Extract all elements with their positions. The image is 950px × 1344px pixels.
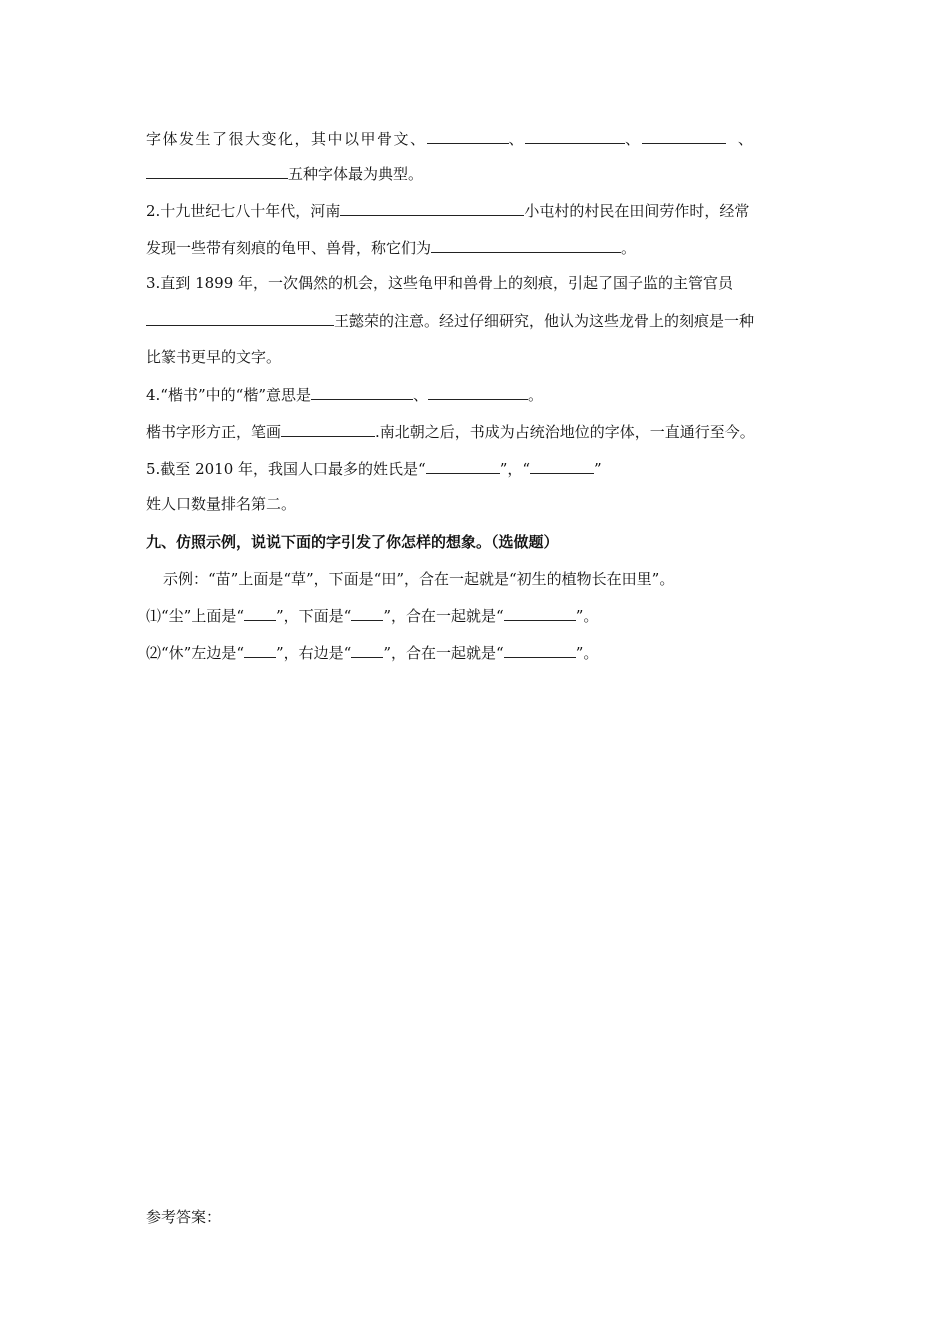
blank-field[interactable] xyxy=(244,605,276,621)
text: .南北朝之后，书成为占统治地位的字体，一直通行至今。 xyxy=(375,423,755,441)
question-3-line-1 xyxy=(146,273,733,293)
text: 5.截至 2010 年，我国人口最多的姓氏是“ xyxy=(146,460,426,478)
question-3-line-2 xyxy=(146,310,754,331)
answers-text: 参考答案： xyxy=(146,1208,222,1226)
blank-field[interactable] xyxy=(244,642,276,658)
question-5-line-1 xyxy=(146,458,602,479)
text: ”。 xyxy=(575,607,599,625)
blank-field[interactable] xyxy=(340,200,524,216)
section-9-item-1 xyxy=(146,605,598,626)
heading-text: 九、仿照示例，说说下面的字引发了你怎样的想象。（选做题） xyxy=(146,533,559,551)
text: ”，合在一起就是“ xyxy=(383,607,504,625)
separator: 、 xyxy=(508,130,526,148)
section-9-heading xyxy=(146,532,559,552)
text: 字体发生了很大变化，其中以甲骨文、 xyxy=(146,130,427,148)
answers-label xyxy=(146,1207,221,1227)
paragraph-1-line-1 xyxy=(146,128,754,149)
blank-field[interactable] xyxy=(530,458,594,474)
text: 姓人口数量排名第二。 xyxy=(146,495,297,513)
text: ⑴“尘”上面是“ xyxy=(146,607,245,625)
blank-field[interactable] xyxy=(525,128,625,144)
separator: 、 xyxy=(625,130,642,148)
text: 发现一些带有刻痕的龟甲、兽骨，称它们为 xyxy=(146,239,432,257)
text: ”。 xyxy=(575,644,599,662)
text: 2.十九世纪七八十年代，河南 xyxy=(146,202,341,220)
text: ”，下面是“ xyxy=(276,607,352,625)
text: 楷书字形方正，笔画 xyxy=(146,423,282,441)
text: 。 xyxy=(528,386,544,404)
text: 4.“楷书”中的“楷”意思是 xyxy=(146,386,311,404)
text: ⑵“休”左边是“ xyxy=(146,644,245,662)
section-9-example xyxy=(163,569,674,589)
blank-field[interactable] xyxy=(426,458,500,474)
blank-field[interactable] xyxy=(431,237,621,253)
paragraph-1-line-2 xyxy=(146,163,423,184)
text: 小屯村的村民在田间劳作时，经常 xyxy=(524,202,750,220)
text: ” xyxy=(594,460,602,478)
blank-field[interactable] xyxy=(642,128,726,144)
separator: 、 xyxy=(413,386,429,404)
blank-field[interactable] xyxy=(351,605,383,621)
question-5-line-2 xyxy=(146,494,296,514)
question-3-line-3 xyxy=(146,347,281,367)
blank-field[interactable] xyxy=(428,384,528,400)
text: 五种字体最为典型。 xyxy=(288,165,424,183)
question-4-line-2 xyxy=(146,421,755,442)
blank-field[interactable] xyxy=(281,421,375,437)
text: 3.直到 1899 年，一次偶然的机会，这些龟甲和兽骨上的刻痕，引起了国子监的主管官员 xyxy=(146,274,734,292)
question-4-line-1 xyxy=(146,384,543,405)
blank-field[interactable] xyxy=(427,128,509,144)
text: 。 xyxy=(621,239,637,257)
text: ”，“ xyxy=(499,460,531,478)
question-2-line-2 xyxy=(146,237,636,258)
question-2-line-1 xyxy=(146,200,749,221)
text: ”，合在一起就是“ xyxy=(383,644,504,662)
separator: 、 xyxy=(731,130,755,148)
blank-field[interactable] xyxy=(311,384,413,400)
text: 比篆书更早的文字。 xyxy=(146,348,282,366)
blank-field[interactable] xyxy=(504,605,576,621)
blank-field[interactable] xyxy=(504,642,576,658)
blank-field[interactable] xyxy=(351,642,383,658)
blank-field[interactable] xyxy=(146,310,334,326)
example-text: 示例：“苗”上面是“草”，下面是“田”，合在一起就是“初生的植物长在田里”。 xyxy=(163,570,675,588)
text: ”，右边是“ xyxy=(276,644,352,662)
section-9-item-2 xyxy=(146,642,598,663)
blank-field[interactable] xyxy=(146,163,288,179)
text: 王懿荣的注意。经过仔细研究，他认为这些龙骨上的刻痕是一种 xyxy=(334,312,755,330)
